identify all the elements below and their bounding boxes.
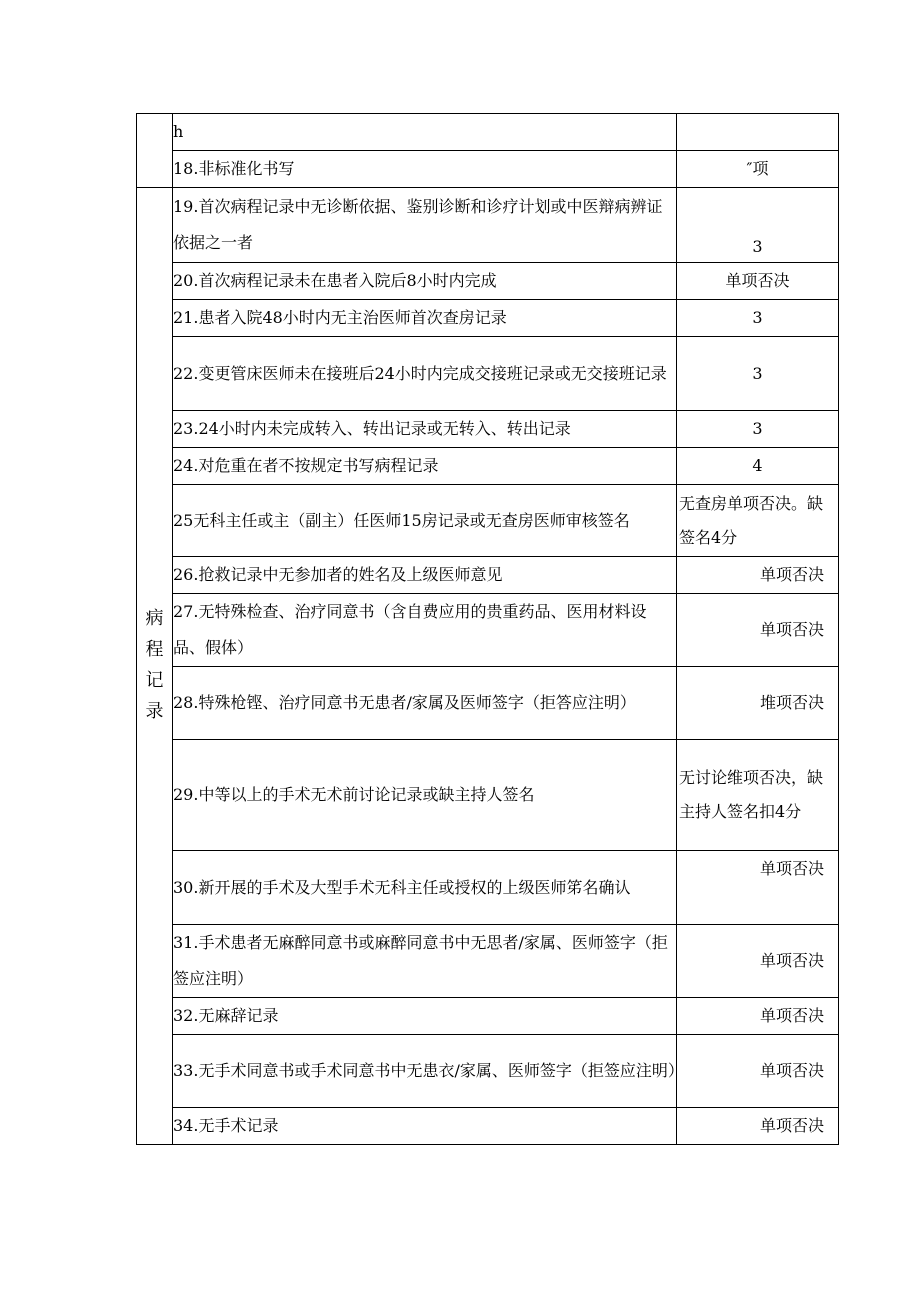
item-text: 25无科主任或主（副主）任医师15房记录或无查房医师审核签名	[173, 485, 677, 557]
score-text: 3	[677, 188, 839, 263]
score-text: 无讨论维项否决，缺主持人签名扣4分	[677, 740, 839, 851]
side-cell-blank	[137, 114, 173, 188]
item-text: 19.首次病程记录中无诊断依据、鉴别诊断和诊疗计划或中医辩病辨证依据之一者	[173, 188, 677, 263]
table-row	[137, 114, 839, 151]
table-row	[137, 188, 839, 263]
item-text: 24.对危重在者不按规定书写病程记录	[173, 448, 677, 485]
score-text: 单项否决	[677, 557, 839, 594]
item-text: 27.无特殊检查、治疗同意书（含自费应用的贵重药品、医用材料设品、假体）	[173, 594, 677, 667]
table-row	[137, 485, 839, 557]
score-text: ″项	[677, 151, 839, 188]
score-text: 单项否决	[677, 594, 839, 667]
table-row	[137, 263, 839, 300]
table-row	[137, 448, 839, 485]
table-row	[137, 337, 839, 411]
score-text	[677, 114, 839, 151]
item-text: h	[173, 114, 677, 151]
table-row	[137, 851, 839, 925]
table-row	[137, 1108, 839, 1145]
item-text: 21.患者入院48小时内无主治医师首次查房记录	[173, 300, 677, 337]
item-text: 18.非标准化书写	[173, 151, 677, 188]
item-text: 33.无手术同意书或手术同意书中无患衣/家属、医师签字（拒签应注明）	[173, 1035, 677, 1108]
section-label-cell	[137, 188, 173, 1145]
table-row	[137, 557, 839, 594]
item-text: 29.中等以上的手术无术前讨论记录或缺主持人签名	[173, 740, 677, 851]
table-row	[137, 925, 839, 998]
score-text: 3	[677, 300, 839, 337]
score-text: 单项否决	[677, 1108, 839, 1145]
score-text: 堆项否决	[677, 667, 839, 740]
item-text: 31.手术患者无麻醉同意书或麻醉同意书中无思者/家属、医师签字（拒签应注明）	[173, 925, 677, 998]
section-label: 病程记录	[145, 607, 164, 722]
score-text: 单项否决	[677, 1035, 839, 1108]
scoring-table	[136, 113, 839, 1145]
score-text: 单项否决	[677, 925, 839, 998]
table-row	[137, 411, 839, 448]
item-text: 22.变更管床医师未在接班后24小时内完成交接班记录或无交接班记录	[173, 337, 677, 411]
item-text: 32.无麻辞记录	[173, 998, 677, 1035]
table-row	[137, 594, 839, 667]
score-text: 3	[677, 337, 839, 411]
item-text: 26.抢救记录中无参加者的姓名及上级医师意见	[173, 557, 677, 594]
score-text: 无查房单项否决。缺签名4分	[677, 485, 839, 557]
table-row	[137, 1035, 839, 1108]
score-text: 单项否决	[677, 263, 839, 300]
score-text: 3	[677, 411, 839, 448]
score-text: 单项否决	[677, 851, 839, 925]
item-text: 20.首次病程记录未在患者入院后8小时内完成	[173, 263, 677, 300]
score-text: 4	[677, 448, 839, 485]
table-row	[137, 998, 839, 1035]
table-row	[137, 300, 839, 337]
table-row	[137, 667, 839, 740]
table-row	[137, 151, 839, 188]
score-text: 单项否决	[677, 998, 839, 1035]
table-row	[137, 740, 839, 851]
item-text: 34.无手术记录	[173, 1108, 677, 1145]
item-text: 23.24小时内未完成转入、转出记录或无转入、转出记录	[173, 411, 677, 448]
item-text: 30.新开展的手术及大型手术无科主任或授权的上级医师笫名确认	[173, 851, 677, 925]
item-text: 28.特殊枪铿、治疗同意书无患者/家属及医师签字（拒答应注明）	[173, 667, 677, 740]
